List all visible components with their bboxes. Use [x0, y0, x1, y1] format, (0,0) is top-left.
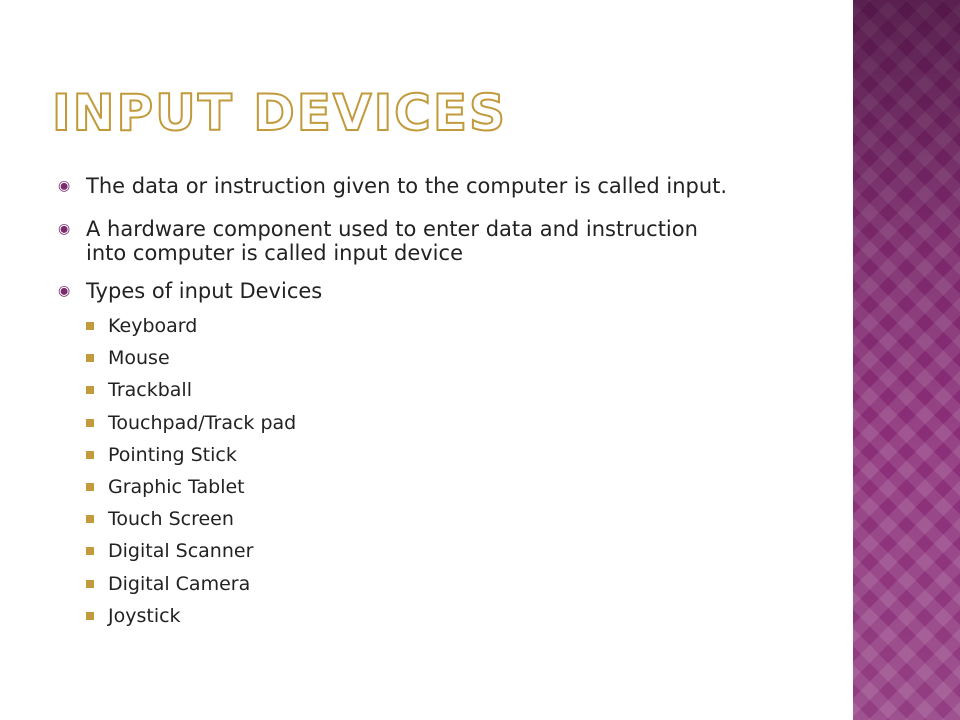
- slide-content: [58, 170, 738, 632]
- circled-dot-icon: ◉: [58, 221, 71, 237]
- device-type-list: [58, 310, 738, 632]
- square-icon: [86, 515, 94, 523]
- list-item-text: Touchpad/Track pad: [108, 411, 297, 434]
- list-item-text: Graphic Tablet: [108, 476, 245, 499]
- square-icon: [86, 547, 94, 555]
- circled-dot-icon: ◉: [58, 178, 71, 194]
- square-icon: [86, 451, 94, 459]
- list-item: [86, 439, 738, 471]
- list-item-text: Trackball: [108, 379, 192, 402]
- bullet-item: [58, 275, 738, 308]
- list-item-text: Keyboard: [108, 315, 198, 338]
- bullet-text: A hardware component used to enter data and instruction into computer is called input device: [86, 217, 698, 265]
- bullet-text: The data or instruction given to the computer is called input.: [86, 174, 728, 198]
- slide-title: INPUT DEVICES: [52, 84, 508, 142]
- list-item-text: Touch Screen: [108, 508, 234, 531]
- list-item-text: Mouse: [108, 347, 170, 370]
- square-icon: [86, 386, 94, 394]
- bullet-item: [58, 170, 738, 203]
- square-icon: [86, 612, 94, 620]
- square-icon: [86, 580, 94, 588]
- decorative-side-band: [853, 0, 960, 720]
- circled-dot-icon: ◉: [58, 283, 71, 299]
- list-item: [86, 407, 738, 439]
- list-item: [86, 535, 738, 567]
- list-item: [86, 342, 738, 374]
- square-icon: [86, 322, 94, 330]
- square-icon: [86, 354, 94, 362]
- list-item: [86, 310, 738, 342]
- list-item: [86, 471, 738, 503]
- square-icon: [86, 419, 94, 427]
- list-item: [86, 374, 738, 406]
- list-item: [86, 568, 738, 600]
- square-icon: [86, 483, 94, 491]
- list-item: [86, 503, 738, 535]
- bullet-text: Types of input Devices: [86, 279, 323, 303]
- list-item-text: Pointing Stick: [108, 443, 237, 466]
- list-item-text: Digital Camera: [108, 572, 251, 595]
- list-item-text: Digital Scanner: [108, 540, 254, 563]
- bullet-item: [58, 213, 738, 265]
- list-item-text: Joystick: [108, 604, 181, 627]
- list-item: [86, 600, 738, 632]
